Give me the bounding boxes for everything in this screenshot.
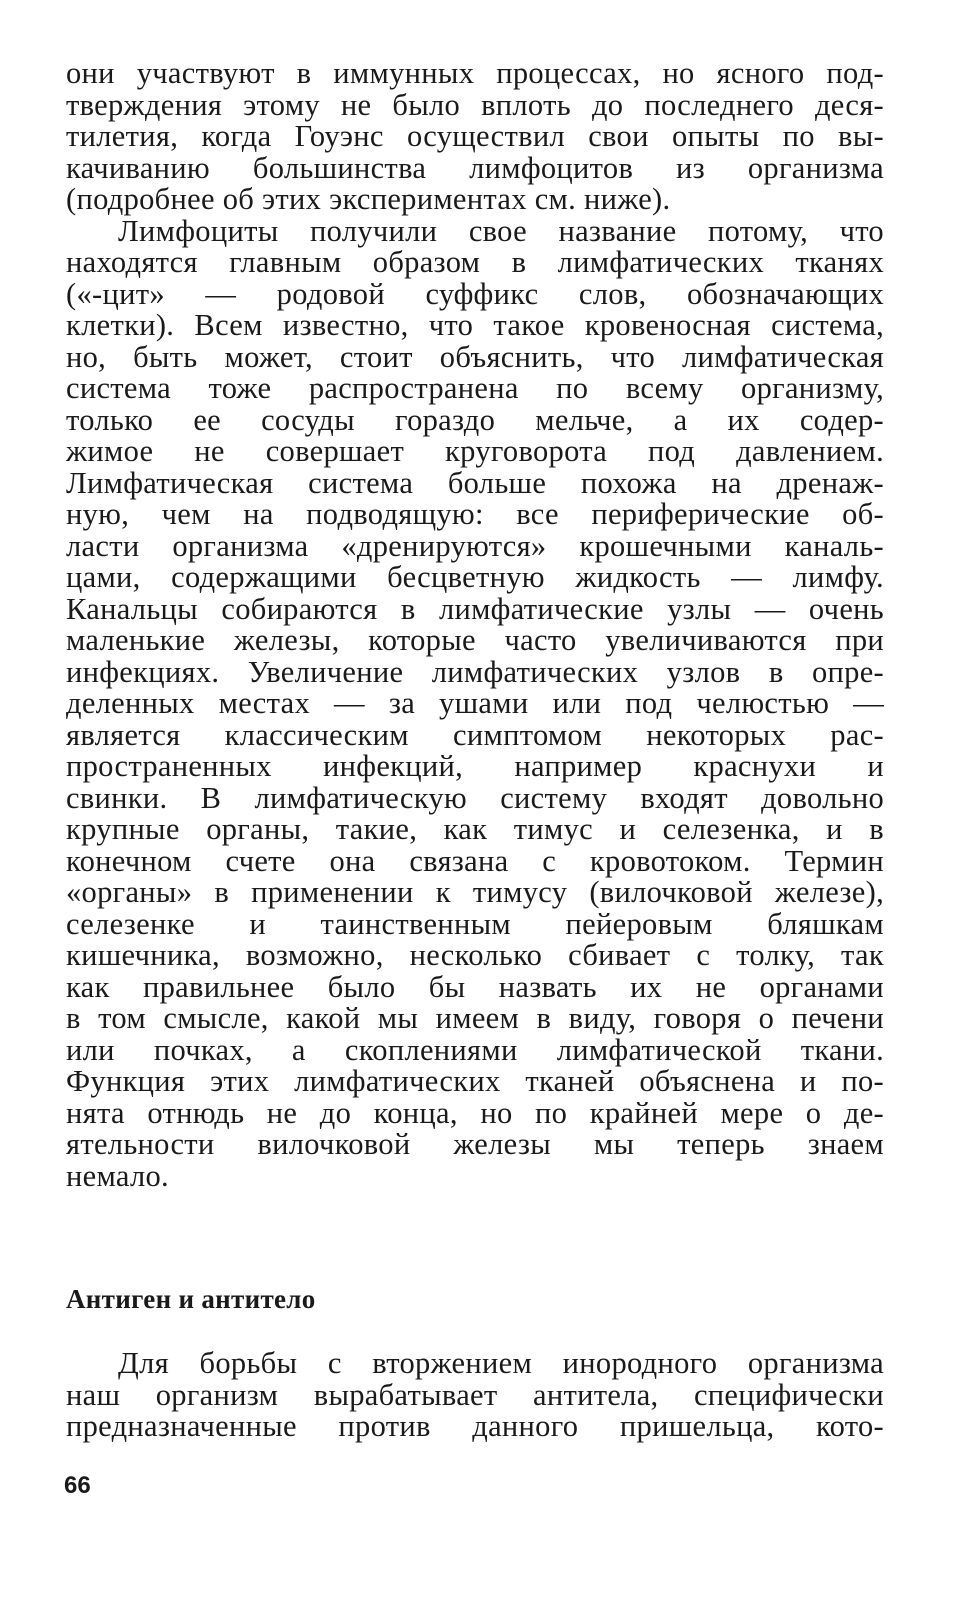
text-line: ятельности вилочковой железы мы теперь знаем [66, 1127, 884, 1161]
text-line: предназначенные против данного пришельца, кото- [66, 1409, 884, 1443]
text-line: но, быть может, стоит объяснить, что лимфатическая [66, 339, 884, 374]
text-line: кишечника, возможно, несколько сбивает с толку, так [66, 938, 884, 972]
text-line: система тоже распространена по всему организму, [66, 371, 884, 405]
text-line: Лимфатическая система больше похожа на дренаж- [66, 465, 884, 500]
text-line: находятся главным образом в лимфатических тканях [66, 245, 884, 279]
text-line: тверждения этому не было вплоть до последнего деся- [66, 87, 884, 122]
text-line: нята отнюдь не до конца, но по крайней мере о де- [66, 1095, 884, 1130]
text-line: «органы» в применении к тимусу (вилочковой железе), [66, 875, 884, 909]
text-line: инфекциях. Увеличение лимфатических узлов в опре- [66, 654, 884, 689]
text-line: Функция этих лимфатических тканей объяснена и по- [66, 1064, 884, 1098]
text-line: пространенных инфекций, например краснухи и [66, 749, 884, 783]
text-line: ласти организма «дренируются» крошечными каналь- [66, 528, 884, 563]
text-line: свинки. В лимфатическую систему входят довольно [66, 780, 884, 815]
text-line: в том смысле, какой мы имеем в виду, говоря о печени [66, 1001, 884, 1035]
text-line: наш организм вырабатывает антитела, специфически [66, 1377, 884, 1412]
text-line: («-цит» — родовой суффикс слов, обозначающих [66, 276, 884, 311]
text-line: селезенке и таинственным пейеровым бляшкам [66, 906, 884, 941]
paragraph-1 [66, 58, 884, 216]
text-line: маленькие железы, которые часто увеличиваются при [66, 623, 884, 657]
text-line: или почках, а скоплениями лимфатической ткани. [66, 1032, 884, 1067]
paragraph-2 [66, 213, 884, 1193]
text-line: деленных местах — за ушами или под челюстью — [66, 686, 884, 720]
text-line: как правильнее было бы назвать их не органами [66, 969, 884, 1004]
text-line: качиванию большинства лимфоцитов из организма [66, 150, 884, 185]
text-line: крупные органы, такие, как тимус и селезенка, и в [66, 812, 884, 846]
paragraph-3 [66, 1348, 884, 1443]
page-number: 66 [64, 1472, 91, 1499]
text-line: ную, чем на подводящую: все периферические об- [66, 497, 884, 531]
section-text [66, 1348, 884, 1443]
section-heading: Антиген и антитело [66, 1284, 316, 1314]
text-line: клетки). Всем известно, что такое кровеносная система, [66, 308, 884, 342]
text-line: жимое не совершает круговорота под давлением. [66, 434, 884, 468]
text-line: только ее сосуды гораздо мельче, а их содер- [66, 402, 884, 437]
text-line: они участвуют в иммунных процессах, но ясного под- [66, 56, 884, 90]
text-line: является классическим симптомом некоторых рас- [66, 717, 884, 752]
text-line: (подробнее об этих экспериментах см. ниже). [66, 182, 671, 216]
text-line: немало. [66, 1158, 169, 1193]
main-text [66, 58, 884, 1192]
text-line: тилетия, когда Гоуэнс осуществил свои опыты по вы- [66, 119, 884, 153]
text-line: конечном счете она связана с кровотоком. Термин [66, 843, 884, 878]
text-line: Канальцы собираются в лимфатические узлы — очень [66, 591, 884, 626]
text-line: Лимфоциты получили свое название потому, что [118, 213, 884, 248]
text-line: цами, содержащими бесцветную жидкость — лимфу. [66, 560, 884, 594]
text-line: Для борьбы с вторжением инородного организма [118, 1346, 884, 1380]
